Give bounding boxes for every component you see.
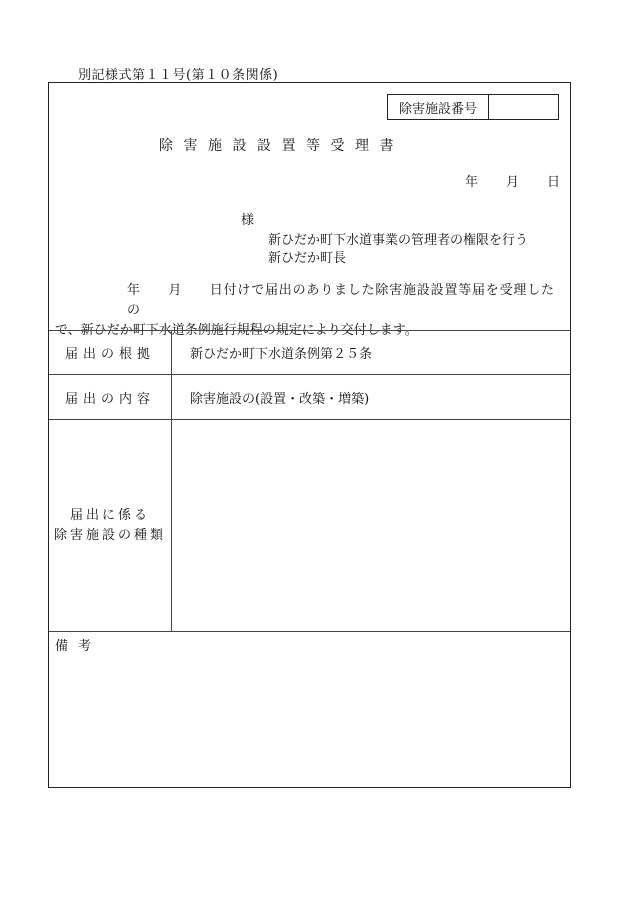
content-value: 除害施設の(設置・改築・増築) (190, 391, 370, 407)
facility-number-label: 除害施設番号 (388, 95, 489, 119)
remarks-section (49, 631, 570, 786)
basis-label: 届出の根拠 (49, 331, 172, 374)
form-label: 別記様式第１１号(第１０条関係) (78, 68, 279, 83)
document-title: 除害施設設置等受理書 (159, 138, 404, 154)
remarks-label: 備考 (55, 639, 102, 654)
basis-value: 新ひだか町下水道条例第２５条 (190, 347, 373, 362)
day-label: 日 (546, 175, 560, 190)
table-row-basis (49, 330, 570, 374)
issuer-line-2: 新ひだか町長 (268, 251, 347, 266)
form-table (49, 330, 570, 786)
body-line-1: 年 月 日付けで届出のありました除害施設設置等届を受理したの (127, 283, 555, 318)
facility-number-field[interactable] (489, 95, 558, 119)
body-line-2: で、新ひだか町下水道条例施行規程の規定により交付します。 (55, 323, 418, 338)
table-row-type (49, 419, 570, 631)
table-row-content (49, 374, 570, 419)
year-label: 年 (464, 175, 478, 190)
content-label: 届出の内容 (49, 375, 172, 419)
type-value-field[interactable] (172, 420, 570, 631)
type-label-line-1: 届出に係る (69, 507, 150, 523)
facility-number-box (387, 94, 559, 120)
type-label-line-2: 除害施設の種類 (53, 527, 166, 543)
issuer-line-1: 新ひだか町下水道事業の管理者の権限を行う (268, 233, 529, 248)
type-label (49, 420, 172, 631)
month-label: 月 (505, 175, 519, 190)
form-frame (48, 82, 571, 788)
date-row (465, 171, 560, 190)
recipient-suffix: 様 (241, 213, 255, 228)
